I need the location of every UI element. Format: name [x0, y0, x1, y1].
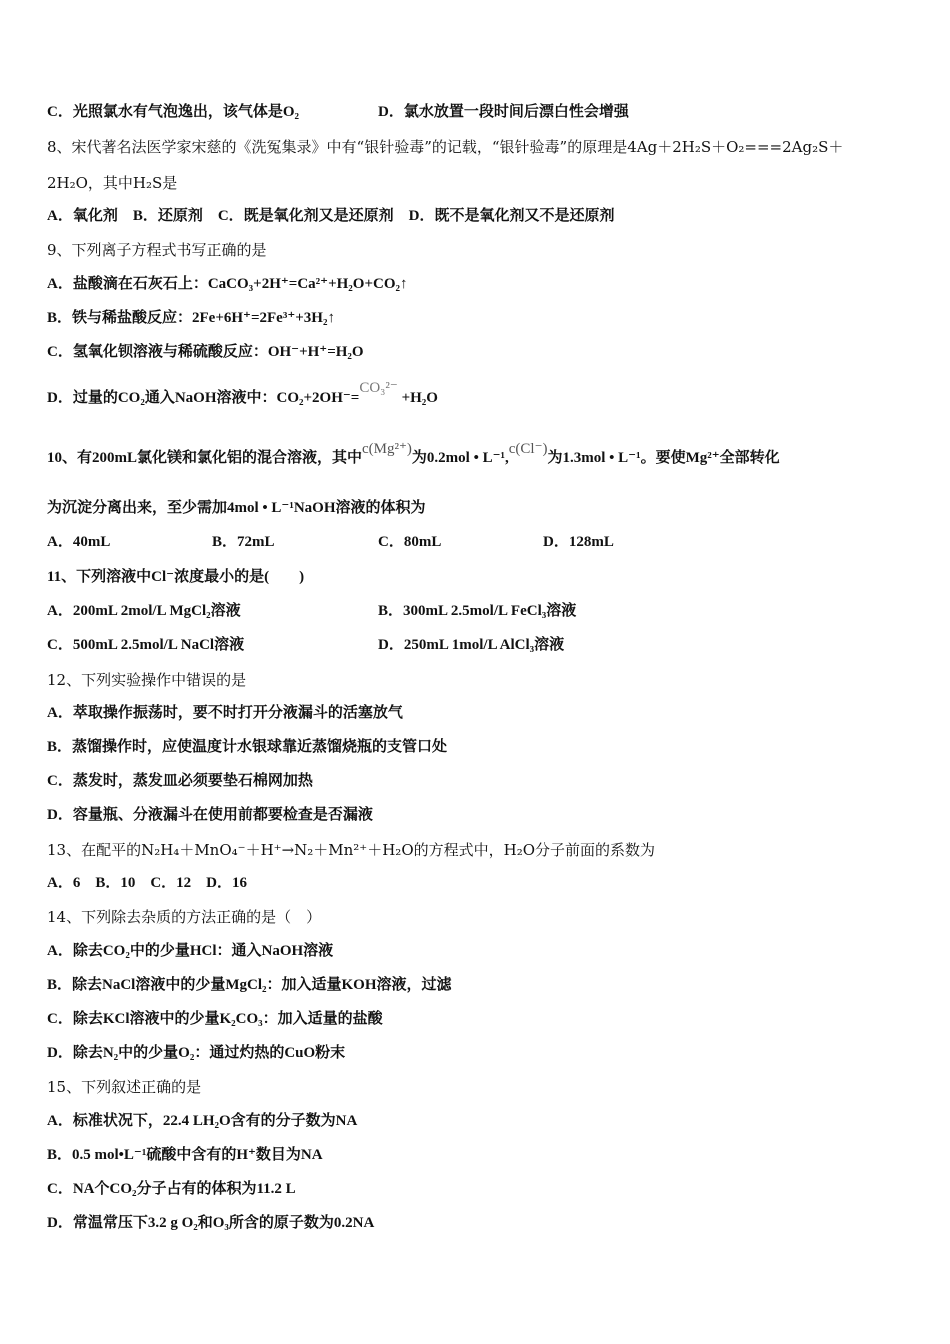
q11-stem: 11、下列溶液中Cl⁻浓度最小的是( ) [47, 569, 305, 585]
q8-options: A．氧化剂 B．还原剂 C．既是氧化剂又是还原剂 D．既不是氧化剂又不是还原剂 [47, 208, 615, 224]
q7-option-d: D．氯水放置一段时间后漂白性会增强 [378, 104, 629, 120]
q7-option-c: C．光照氯水有气泡逸出，该气体是O₂ [47, 104, 299, 120]
q10-option-a: A．40mL [47, 534, 111, 550]
q11-option-b: B．300mL 2.5mol/L FeCl₃溶液 [378, 603, 577, 619]
q14-option-d: D．除去N₂中的少量O₂：通过灼热的CuO粉末 [47, 1045, 346, 1061]
q15-option-b: B．0.5 mol•L⁻¹硫酸中含有的H⁺数目为NA [47, 1147, 323, 1163]
q12-option-c: C．蒸发时，蒸发皿必须要垫石棉网加热 [47, 773, 313, 789]
q9-option-a: A．盐酸滴在石灰石上：CaCO₃+2H⁺=Ca²⁺+H₂O+CO₂↑ [47, 276, 408, 292]
q12-option-d: D．容量瓶、分液漏斗在使用前都要检查是否漏液 [47, 807, 373, 823]
q9-stem: 9、下列离子方程式书写正确的是 [47, 241, 267, 259]
q13-options: A．6 B．10 C．12 D．16 [47, 875, 248, 891]
q15-option-d: D．常温常压下3.2 g O₂和O₃所含的原子数为0.2NA [47, 1215, 375, 1231]
q10-option-b: B．72mL [212, 534, 275, 550]
q10-stem-a: 10、有200mL氯化镁和氯化铝的混合溶液，其中 [47, 450, 363, 466]
q10-stem-line1 [47, 441, 780, 468]
q12-option-a: A．萃取操作振荡时，要不时打开分液漏斗的活塞放气 [47, 705, 403, 721]
q11-option-c: C．500mL 2.5mol/L NaCl溶液 [47, 637, 245, 653]
q8-stem-line1: 8、宋代著名法医学家宋慈的《洗冤集录》中有“银针验毒”的记载，“银针验毒”的原理是4Ag＋2H₂S＋O₂===2Ag₂S＋ [47, 138, 844, 156]
q10-mg-formula: c(Mg²⁺) [362, 441, 412, 457]
q14-option-c: C．除去KCl溶液中的少量K₂CO₃：加入适量的盐酸 [47, 1011, 383, 1027]
q11-option-a: A．200mL 2mol/L MgCl₂溶液 [47, 603, 241, 619]
q15-stem: 15、下列叙述正确的是 [47, 1078, 202, 1096]
q9-option-d-tail: +H₂O [397, 390, 438, 406]
q10-option-d: D．128mL [543, 534, 614, 550]
q10-option-c: C．80mL [378, 534, 442, 550]
q10-stem-b: 为0.2mol • L⁻¹, [411, 450, 509, 466]
q15-option-c: C．NA个CO₂分子占有的体积为11.2 L [47, 1181, 296, 1197]
q12-option-b: B．蒸馏操作时，应使温度计水银球靠近蒸馏烧瓶的支管口处 [47, 739, 448, 755]
q12-stem: 12、下列实验操作中错误的是 [47, 671, 247, 689]
q14-stem: 14、下列除去杂质的方法正确的是（ ） [47, 908, 322, 926]
q9-option-d-formula: CO₃²⁻ [359, 380, 398, 396]
q10-stem-line2: 为沉淀分离出来，至少需加4mol • L⁻¹NaOH溶液的体积为 [47, 500, 426, 516]
q14-option-b: B．除去NaCl溶液中的少量MgCl₂：加入适量KOH溶液，过滤 [47, 977, 452, 993]
q9-option-b: B．铁与稀盐酸反应：2Fe+6H⁺=2Fe³⁺+3H₂↑ [47, 310, 335, 326]
q15-option-a: A．标准状况下，22.4 LH₂O含有的分子数为NA [47, 1113, 358, 1129]
q9-option-d-text: D．过量的CO₂通入NaOH溶液中：CO₂+2OH⁻= [47, 390, 360, 406]
q13-stem: 13、在配平的N₂H₄＋MnO₄⁻＋H⁺→N₂＋Mn²⁺＋H₂O的方程式中，H₂O分子前面的系数为 [47, 841, 656, 859]
q8-stem-line2: 2H₂O，其中H₂S是 [47, 174, 178, 192]
q10-stem-c: 为1.3mol • L⁻¹。要使Mg²⁺全部转化 [547, 450, 780, 466]
q14-option-a: A．除去CO₂中的少量HCl：通入NaOH溶液 [47, 943, 334, 959]
q11-option-d: D．250mL 1mol/L AlCl₃溶液 [378, 637, 565, 653]
q9-option-c: C．氢氧化钡溶液与稀硫酸反应：OH⁻+H⁺=H₂O [47, 344, 364, 360]
q9-option-d [47, 380, 438, 408]
q10-cl-formula: c(Cl⁻) [508, 441, 548, 457]
